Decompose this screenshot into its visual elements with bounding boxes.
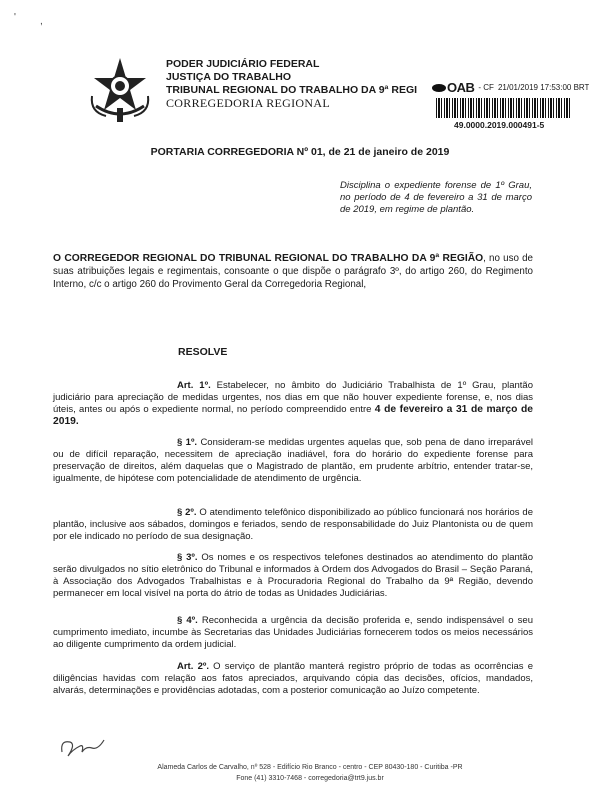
preamble-text: , no uso de suas atribuições legais e regimentais, consoante o que dispõe o parágrafo 3º, do artigo 260, do Regimento Interno, c/c o artigo 260 do Provimento Geral da Corregedoria Regional, [53, 253, 533, 290]
paragraph-3 [53, 552, 533, 600]
paragraph-2 [53, 507, 533, 543]
header-line-2: JUSTIÇA DO TRABALHO [166, 71, 292, 83]
brasao-coat-of-arms [86, 56, 154, 124]
paragraph-4 [53, 615, 533, 651]
footer-address: Alameda Carlos de Carvalho, nº 528 - Edifício Rio Branco - centro - CEP 80430-180 - Curitiba -PR [157, 764, 463, 771]
resolve-heading: RESOLVE [178, 346, 228, 358]
article-2-text: O serviço de plantão manterá registro próprio de todas as ocorrências e diligências havidas com relação aos fatos apreciados, arquivando cópia das decisões, ofícios, mandados, alvarás, determinações e providências adotadas, com a posterior comunicação ao Juízo competente. [53, 661, 533, 696]
paragraph-1-label: § 1º. [177, 437, 198, 448]
paragraph-1-text: Consideram-se medidas urgentes aquelas que, sob pena de dano irreparável ou de difícil reparação, necessitem de apreciação inadiável, fora do horário do expediente forense para preservação de direitos, além daquelas que o Magistrado de plantão, em prudente arbítrio, entender tratar-se, igualmente, de hipótese com potencialidade de atendimento de urgência. [53, 437, 533, 484]
letterhead [166, 58, 417, 110]
paragraph-2-text: O atendimento telefônico disponibilizado ao público funcionará nos horários de plantão, inclusive aos sábados, domingos e feriados, sendo de responsabilidade do Juiz Plantonista ou de quem por ele indicado no período de sua designação. [53, 507, 533, 542]
header-line-1: PODER JUDICIÁRIO FEDERAL [166, 58, 320, 70]
scan-mark: , [40, 16, 43, 27]
stamp-protocol-number: 49.0000.2019.000491-5 [454, 120, 545, 130]
article-2-label: Art. 2º. [177, 661, 209, 672]
scan-mark: ' [14, 12, 16, 23]
article-1-text: Estabelecer, no âmbito do Judiciário Trabalhista de 1º Grau, plantão judiciário para apreciação de medidas urgentes, nos dias em que não houver expediente forense, e, nos dias úteis, antes ou após o expediente normal, no período compreendido entre [53, 380, 533, 415]
protocol-stamp [432, 80, 589, 130]
stamp-top-line [432, 80, 589, 95]
paragraph-4-label: § 4º. [177, 615, 198, 626]
article-1 [53, 380, 533, 428]
stamp-datetime: 21/01/2019 17:53:00 BRT [497, 83, 589, 92]
paragraph-3-label: § 3º. [177, 552, 198, 563]
paragraph-4-text: Reconhecida a urgência da decisão proferida e, sendo indispensável o seu cumprimento imediato, incumbe às Secretarias das Unidades Judiciárias fornecerem todos os meios necessários ao diligente cumprimento da ordem judicial. [53, 615, 533, 650]
ementa: Disciplina o expediente forense de 1º Grau, no período de 4 de fevereiro a 31 de março de 2019, em regime de plantão. [340, 180, 532, 215]
header-line-3: TRIBUNAL REGIONAL DO TRABALHO DA 9ª REGI [166, 84, 418, 96]
paragraph-2-label: § 2º. [177, 507, 197, 518]
barcode [436, 98, 570, 118]
document-title: PORTARIA CORREGEDORIA Nº 01, de 21 de janeiro de 2019 [150, 146, 450, 158]
signature-initials [58, 732, 108, 762]
article-1-label: Art. 1º. [177, 380, 211, 391]
paragraph-1 [53, 437, 533, 485]
oab-logo [432, 80, 474, 95]
article-2 [53, 661, 533, 697]
preamble-bold: O CORREGEDOR REGIONAL DO TRIBUNAL REGIONAL DO TRABALHO DA 9ª REGIÃO [53, 253, 484, 264]
preamble [53, 252, 533, 291]
stamp-suffix: - CF [478, 83, 494, 92]
paragraph-3-text: Os nomes e os respectivos telefones destinados ao atendimento do plantão serão divulgados no sítio eletrônico do Tribunal e informados à Ordem dos Advogados do Brasil – Seção Paraná, à Associação dos Advogados Trabalhistas e à Procuradoria Regional do Trabalho da 9ª Região, devendo permanecer em local visível na porta do átrio de todas as Unidades Judiciárias. [53, 552, 533, 599]
footer [120, 762, 500, 784]
footer-contact: Fone (41) 3310-7468 - corregedoria@trt9.jus.br [236, 775, 384, 782]
oab-text: OAB [447, 80, 475, 95]
article-1-period: 4 de fevereiro a 31 de março de 2019. [53, 404, 533, 427]
header-line-4: CORREGEDORIA REGIONAL [166, 96, 330, 110]
